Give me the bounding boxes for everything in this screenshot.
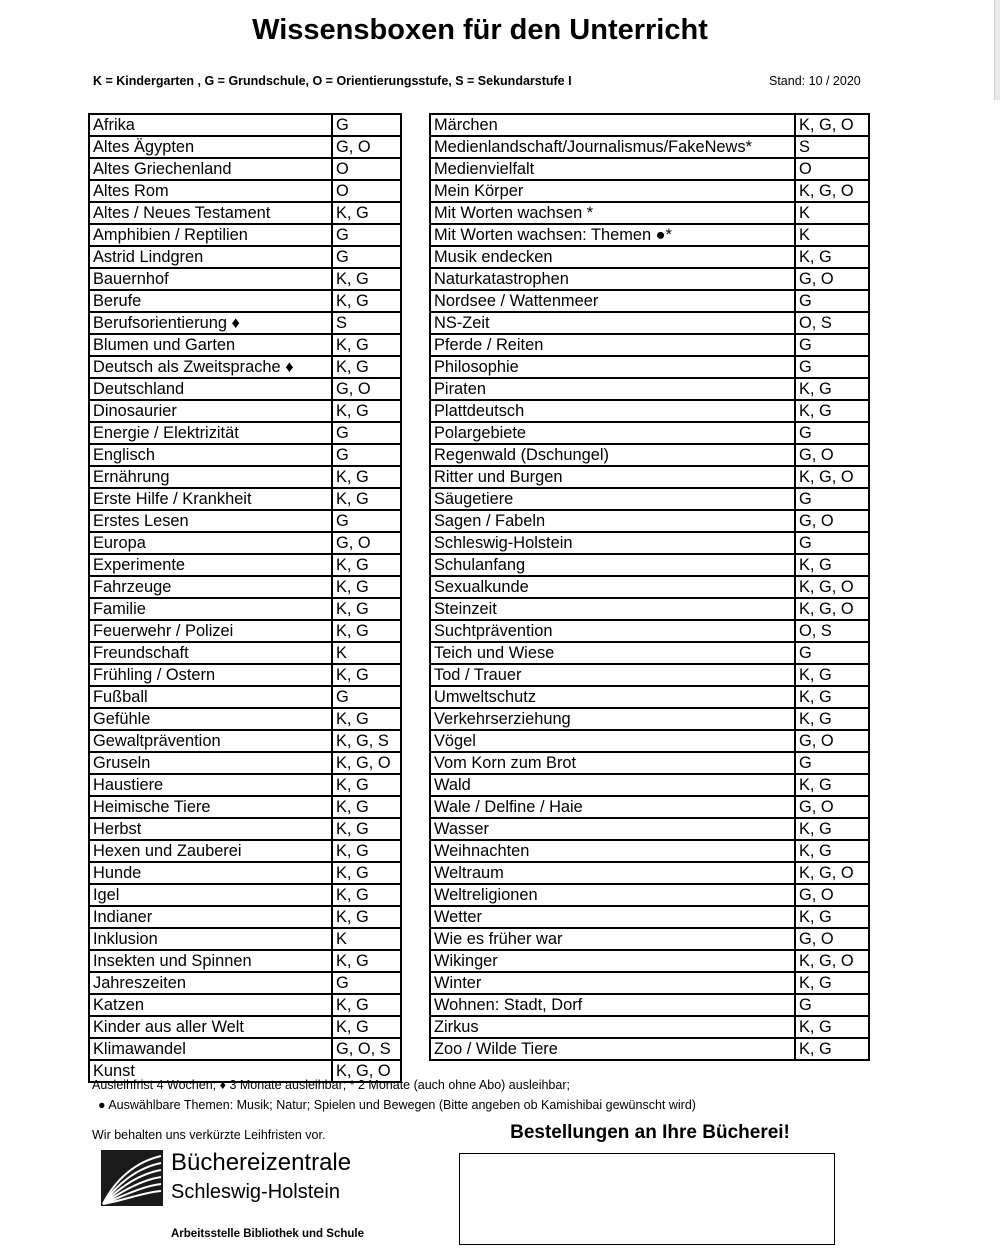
topic-name-cell: Amphibien / Reptilien [89,224,332,246]
topic-name-cell: Feuerwehr / Polizei [89,620,332,642]
loan-note: Ausleihfrist 4 Wochen; ♦ 3 Monate ausleihbar; * 2 Monate (auch ohne Abo) ausleihbar; [92,1078,570,1092]
table-row [89,554,401,576]
topic-level-cell: K, G [332,488,401,510]
topic-name-cell: Gefühle [89,708,332,730]
table-row [430,268,869,290]
topic-level-cell: G, O [795,444,869,466]
topic-name-cell: Altes Rom [89,180,332,202]
topic-name-cell: Europa [89,532,332,554]
table-row [89,730,401,752]
topic-level-cell: K, G [795,906,869,928]
table-row [89,356,401,378]
topic-level-cell: K, G [795,972,869,994]
topic-name-cell: Dinosaurier [89,400,332,422]
topic-name-cell: Wetter [430,906,795,928]
logo-region: Schleswig-Holstein [171,1181,340,1203]
table-row [430,972,869,994]
table-row [89,796,401,818]
topic-name-cell: Fahrzeuge [89,576,332,598]
topic-name-cell: Deutschland [89,378,332,400]
topic-name-cell: Weltreligionen [430,884,795,906]
topic-name-cell: Kunst [89,1060,332,1082]
topic-level-cell: K, G [332,202,401,224]
topic-name-cell: Schleswig-Holstein [430,532,795,554]
themes-note: ● Auswählbare Themen: Musik; Natur; Spielen und Bewegen (Bitte angeben ob Kamishibai gewünscht wird) [98,1098,696,1112]
topic-level-cell: G, O [332,136,401,158]
table-row [89,818,401,840]
topic-level-cell: G [795,642,869,664]
topic-level-cell: K, G, O [795,862,869,884]
swoosh-logo-icon [101,1150,163,1206]
topic-level-cell: K, G [332,466,401,488]
table-row [430,1016,869,1038]
table-row [430,136,869,158]
topic-level-cell: K, G [332,400,401,422]
table-row [89,620,401,642]
topic-level-cell: K, G, O [795,576,869,598]
table-row [89,158,401,180]
topic-level-cell: K, G [795,378,869,400]
order-stamp-box [459,1153,835,1245]
topic-level-cell: G [795,290,869,312]
topic-name-cell: Ritter und Burgen [430,466,795,488]
table-row [430,290,869,312]
topic-level-cell: G [795,422,869,444]
topic-name-cell: Igel [89,884,332,906]
table-row [89,246,401,268]
topic-level-cell: O [332,158,401,180]
topic-name-cell: Nordsee / Wattenmeer [430,290,795,312]
topic-name-cell: Vom Korn zum Brot [430,752,795,774]
topic-name-cell: Klimawandel [89,1038,332,1060]
table-row [89,202,401,224]
table-row [430,884,869,906]
topic-name-cell: Mit Worten wachsen * [430,202,795,224]
topic-level-cell: K, G [795,1016,869,1038]
table-row [430,312,869,334]
topic-name-cell: Medienvielfalt [430,158,795,180]
topic-name-cell: Vögel [430,730,795,752]
table-row [89,444,401,466]
table-row [89,510,401,532]
table-row [89,290,401,312]
logo-subline: Arbeitsstelle Bibliothek und Schule [171,1228,364,1240]
topic-name-cell: Freundschaft [89,642,332,664]
topic-level-cell: G [332,510,401,532]
topics-table-left [88,113,402,1083]
topic-level-cell: K, G, O [795,466,869,488]
topic-level-cell: G [332,114,401,136]
topic-level-cell: G [795,752,869,774]
table-row [430,532,869,554]
topic-level-cell: G [332,224,401,246]
topic-name-cell: Astrid Lindgren [89,246,332,268]
scrollbar[interactable] [994,0,1000,100]
topic-level-cell: O, S [795,312,869,334]
table-row [89,708,401,730]
topic-name-cell: Herbst [89,818,332,840]
table-row [430,356,869,378]
topic-name-cell: Verkehrserziehung [430,708,795,730]
table-row [430,664,869,686]
table-row [89,840,401,862]
table-row [430,1038,869,1060]
topic-name-cell: Experimente [89,554,332,576]
topic-level-cell: S [795,136,869,158]
topic-level-cell: K, G [332,620,401,642]
topic-level-cell: K, G, O [795,114,869,136]
topic-level-cell: K [795,202,869,224]
topic-level-cell: K, G [795,686,869,708]
logo-name: Büchereizentrale [171,1149,352,1176]
topic-level-cell: K, G [332,840,401,862]
topic-level-cell: S [332,312,401,334]
topic-level-cell: K [795,224,869,246]
topic-level-cell: K, G [795,1038,869,1060]
topic-name-cell: Altes / Neues Testament [89,202,332,224]
topic-name-cell: Blumen und Garten [89,334,332,356]
table-row [430,686,869,708]
topic-level-cell: G [795,334,869,356]
topic-level-cell: G, O [795,928,869,950]
topic-level-cell: K [332,642,401,664]
table-row [430,774,869,796]
topic-level-cell: K, G, O [795,950,869,972]
topic-level-cell: G, O [795,796,869,818]
topic-name-cell: Tod / Trauer [430,664,795,686]
topic-name-cell: Wale / Delfine / Haie [430,796,795,818]
topic-name-cell: Jahreszeiten [89,972,332,994]
table-row [430,334,869,356]
topic-name-cell: Weihnachten [430,840,795,862]
topic-name-cell: Afrika [89,114,332,136]
topic-name-cell: Teich und Wiese [430,642,795,664]
table-row [430,994,869,1016]
topic-level-cell: K, G [795,554,869,576]
table-row [89,136,401,158]
reserve-note: Wir behalten uns verkürzte Leihfristen vor. [92,1128,326,1142]
topic-name-cell: Mein Körper [430,180,795,202]
topic-name-cell: Frühling / Ostern [89,664,332,686]
topic-name-cell: Insekten und Spinnen [89,950,332,972]
topic-level-cell: G [795,532,869,554]
topic-name-cell: Schulanfang [430,554,795,576]
table-row [430,620,869,642]
topic-name-cell: Polargebiete [430,422,795,444]
topic-name-cell: Gruseln [89,752,332,774]
topic-level-cell: O [332,180,401,202]
table-row [430,158,869,180]
topic-level-cell: K, G [795,840,869,862]
table-row [89,642,401,664]
topic-name-cell: Suchtprävention [430,620,795,642]
table-row [89,884,401,906]
table-row [89,752,401,774]
table-row [89,400,401,422]
topic-level-cell: G [795,994,869,1016]
topic-name-cell: NS-Zeit [430,312,795,334]
table-row [89,950,401,972]
topic-name-cell: Naturkatastrophen [430,268,795,290]
topic-level-cell: K, G [795,708,869,730]
topic-level-cell: G [795,488,869,510]
topic-level-cell: K, G [795,664,869,686]
table-row [89,928,401,950]
topic-level-cell: K, G [332,356,401,378]
topic-level-cell: K, G [795,400,869,422]
table-row [89,422,401,444]
table-row [430,730,869,752]
table-row [430,466,869,488]
topic-level-cell: G, O [332,532,401,554]
topic-name-cell: Märchen [430,114,795,136]
topic-level-cell: G [332,444,401,466]
table-row [430,378,869,400]
topic-level-cell: K, G [795,774,869,796]
table-row [89,180,401,202]
table-row [89,598,401,620]
topic-level-cell: K, G, O [795,598,869,620]
topic-name-cell: Wohnen: Stadt, Dorf [430,994,795,1016]
topic-name-cell: Energie / Elektrizität [89,422,332,444]
topic-level-cell: G [332,972,401,994]
table-row [430,576,869,598]
table-row [430,202,869,224]
topic-name-cell: Hexen und Zauberei [89,840,332,862]
table-row [89,466,401,488]
table-row [430,928,869,950]
topic-name-cell: Bauernhof [89,268,332,290]
topic-name-cell: Sexualkunde [430,576,795,598]
topic-name-cell: Altes Ägypten [89,136,332,158]
table-row [89,576,401,598]
table-row [430,444,869,466]
topic-name-cell: Pferde / Reiten [430,334,795,356]
topic-name-cell: Erstes Lesen [89,510,332,532]
topic-level-cell: K, G [332,334,401,356]
topic-name-cell: Umweltschutz [430,686,795,708]
table-row [430,554,869,576]
topic-level-cell: G [332,686,401,708]
table-row [89,378,401,400]
topic-name-cell: Regenwald (Dschungel) [430,444,795,466]
table-row [430,598,869,620]
topic-level-cell: K, G [332,906,401,928]
table-row [89,488,401,510]
topic-name-cell: Medienlandschaft/Journalismus/FakeNews* [430,136,795,158]
table-row [89,334,401,356]
topic-level-cell: K, G [332,994,401,1016]
table-row [89,1016,401,1038]
topic-level-cell: O [795,158,869,180]
table-row [430,224,869,246]
topic-name-cell: Winter [430,972,795,994]
topic-level-cell: G, O [795,730,869,752]
topic-level-cell: G [332,422,401,444]
table-row [430,488,869,510]
table-row [89,532,401,554]
table-row [430,400,869,422]
topic-level-cell: K, G [332,796,401,818]
table-row [430,752,869,774]
topic-name-cell: Altes Griechenland [89,158,332,180]
table-row [430,642,869,664]
topic-level-cell: G [332,246,401,268]
topic-level-cell: K, G [332,950,401,972]
topic-name-cell: Familie [89,598,332,620]
topic-name-cell: Haustiere [89,774,332,796]
topic-name-cell: Indianer [89,906,332,928]
topic-name-cell: Zirkus [430,1016,795,1038]
topic-level-cell: K, G [332,862,401,884]
table-row [89,906,401,928]
topic-level-cell: K, G [795,818,869,840]
topic-level-cell: K, G, O [795,180,869,202]
topic-level-cell: K, G, O [332,1060,401,1082]
topic-name-cell: Wikinger [430,950,795,972]
table-row [430,950,869,972]
topic-name-cell: Mit Worten wachsen: Themen ●* [430,224,795,246]
table-row [430,180,869,202]
topic-level-cell: O, S [795,620,869,642]
table-row [430,796,869,818]
topic-level-cell: G, O [795,510,869,532]
table-row [430,840,869,862]
topic-name-cell: Wie es früher war [430,928,795,950]
table-row [430,422,869,444]
topic-level-cell: K, G, O [332,752,401,774]
topic-name-cell: Katzen [89,994,332,1016]
stand-date: Stand: 10 / 2020 [769,74,861,88]
level-legend: K = Kindergarten , G = Grundschule, O = Orientierungsstufe, S = Sekundarstufe I [93,74,572,88]
topic-level-cell: K, G [332,818,401,840]
topic-name-cell: Philosophie [430,356,795,378]
table-row [430,510,869,532]
table-row [430,862,869,884]
page-title: Wissensboxen für den Unterricht [252,14,708,46]
topic-level-cell: G, O [795,884,869,906]
topic-level-cell: K, G [332,774,401,796]
table-row [89,664,401,686]
topic-level-cell: K [332,928,401,950]
topic-name-cell: Säugetiere [430,488,795,510]
table-row [430,906,869,928]
table-row [89,994,401,1016]
topic-level-cell: K, G [332,268,401,290]
topic-level-cell: K, G [795,246,869,268]
topic-level-cell: K, G [332,1016,401,1038]
topic-name-cell: Wasser [430,818,795,840]
topic-level-cell: G, O [332,378,401,400]
topic-name-cell: Sagen / Fabeln [430,510,795,532]
topic-name-cell: Erste Hilfe / Krankheit [89,488,332,510]
topic-name-cell: Musik endecken [430,246,795,268]
topic-name-cell: Fußball [89,686,332,708]
table-row [89,862,401,884]
table-row [89,1038,401,1060]
table-row [89,972,401,994]
topic-name-cell: Steinzeit [430,598,795,620]
topic-name-cell: Wald [430,774,795,796]
table-row [89,114,401,136]
topic-level-cell: K, G [332,576,401,598]
topic-level-cell: G, O, S [332,1038,401,1060]
topic-name-cell: Ernährung [89,466,332,488]
topic-level-cell: K, G [332,664,401,686]
table-row [89,774,401,796]
topic-level-cell: K, G [332,708,401,730]
topic-name-cell: Heimische Tiere [89,796,332,818]
topic-name-cell: Zoo / Wilde Tiere [430,1038,795,1060]
table-row [89,686,401,708]
topic-name-cell: Englisch [89,444,332,466]
topic-name-cell: Piraten [430,378,795,400]
topic-name-cell: Weltraum [430,862,795,884]
topic-name-cell: Berufsorientierung ♦ [89,312,332,334]
topic-level-cell: G [795,356,869,378]
topic-name-cell: Gewaltprävention [89,730,332,752]
topic-name-cell: Kinder aus aller Welt [89,1016,332,1038]
topic-name-cell: Inklusion [89,928,332,950]
topic-name-cell: Plattdeutsch [430,400,795,422]
table-row [430,818,869,840]
order-heading: Bestellungen an Ihre Bücherei! [510,1122,790,1143]
topic-level-cell: K, G [332,598,401,620]
topic-level-cell: K, G, S [332,730,401,752]
topic-name-cell: Hunde [89,862,332,884]
topic-level-cell: K, G [332,290,401,312]
table-row [430,114,869,136]
topics-table-right [429,113,870,1061]
table-row [89,224,401,246]
topic-level-cell: G, O [795,268,869,290]
table-row [89,312,401,334]
topic-name-cell: Deutsch als Zweitsprache ♦ [89,356,332,378]
table-row [89,268,401,290]
table-row [430,246,869,268]
topic-level-cell: K, G [332,884,401,906]
table-row [430,708,869,730]
topic-level-cell: K, G [332,554,401,576]
topic-name-cell: Berufe [89,290,332,312]
